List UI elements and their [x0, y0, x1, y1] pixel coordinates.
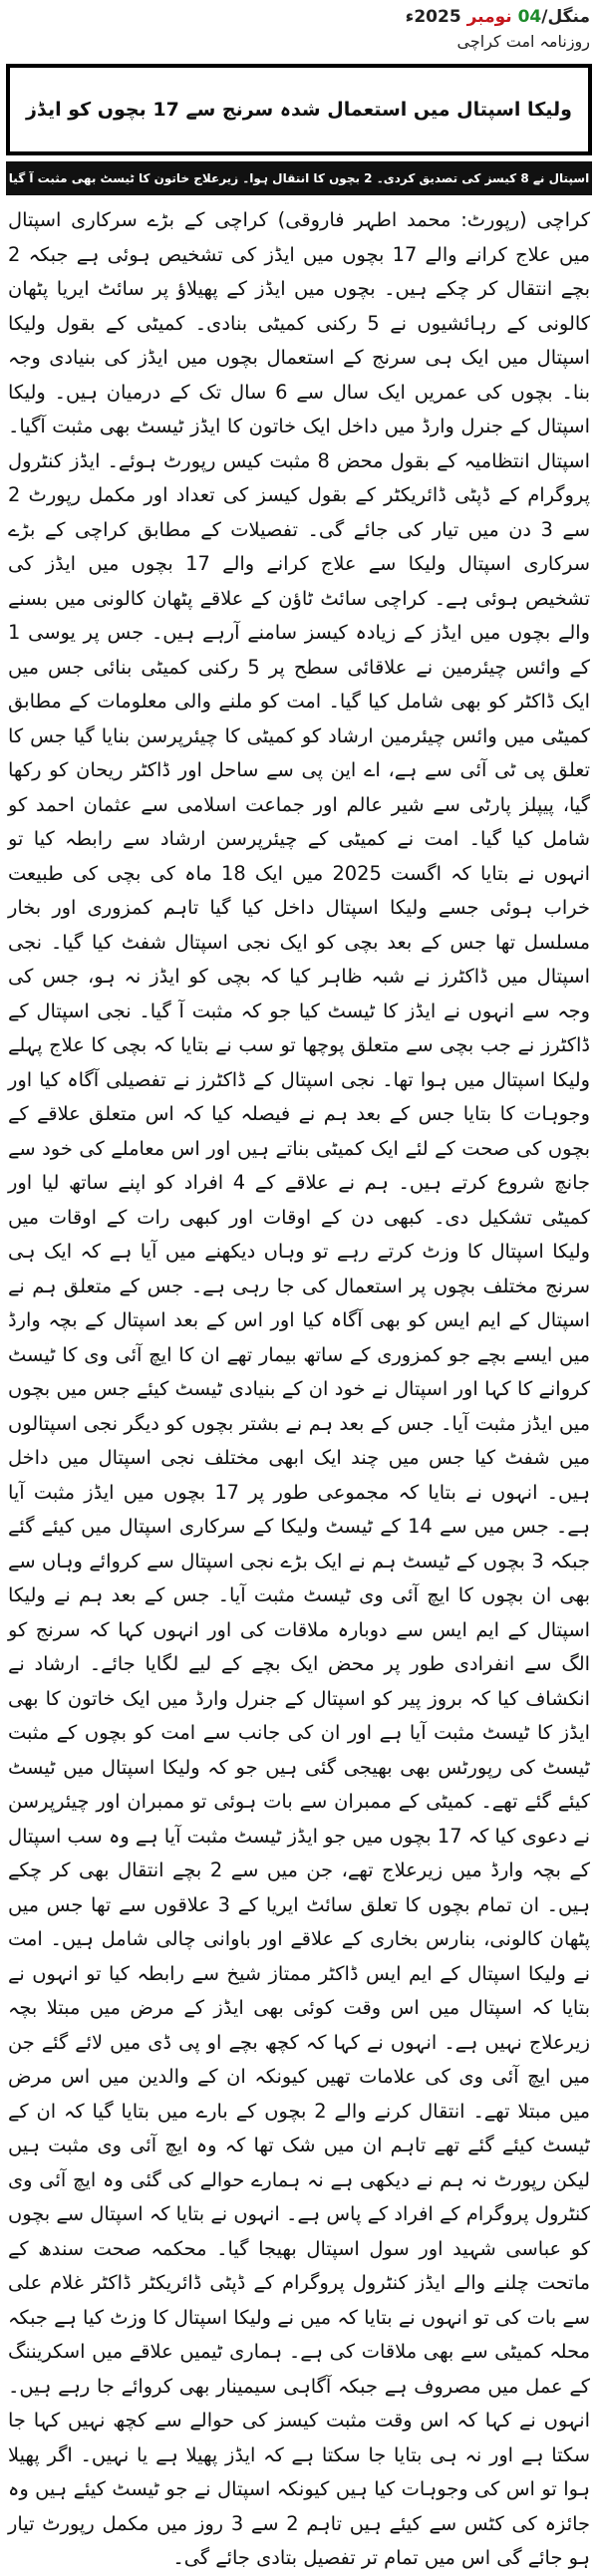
- dateline-day: منگل/: [541, 7, 590, 27]
- newspaper-name: روزنامہ امت کراچی: [456, 32, 590, 51]
- article-body: [8, 203, 591, 2569]
- dateline-year: 2025ء: [405, 7, 461, 27]
- subheadline: اسپتال نے 8 کیسز کی تصدیق کردی۔ 2 بچوں کا انتقال ہوا۔ زیرعلاج خاتون کا ٹیسٹ بھی مثبت آ گیا: [6, 161, 592, 195]
- headline: ولیکا اسپتال میں استعمال شدہ سرنج سے 17 بچوں کو ایڈز: [26, 98, 572, 121]
- dateline-month: نومبر: [466, 7, 512, 27]
- dateline: [406, 4, 590, 30]
- headline-box: [6, 64, 592, 155]
- article-text: کراچی (رپورٹ: محمد اطہر فاروقی) کراچی کے بڑے سرکاری اسپتال میں علاج کرانے والے 17 بچوں میں ایڈز کی تشخیص ہوئی ہے جبکہ 2 بچے انتقال کر چکے ہیں۔ بچوں میں ایڈز کے پھیلاؤ پر سائٹ ایریا پٹھان کالونی کے رہائشیوں نے 5 رکنی کمیٹی بنادی۔ کمیٹی کے بقول ولیکا اسپتال میں ایک ہی سرنج کے استعمال بچوں میں ایڈز کی بنیادی وجہ بنا۔ بچوں کی عمریں ایک سال سے 6 سال تک کے درمیان ہیں۔ ولیکا اسپتال کے جنرل وارڈ میں داخل ایک خاتون کا ایڈز ٹیسٹ بھی مثبت آگیا۔ اسپتال انتظامیہ کے بقول محض 8 مثبت کیس رپورٹ ہوئے۔ ایڈز کنٹرول پروگرام کے ڈپٹی ڈائریکٹر کے بقول کیسز کی تعداد اور مکمل رپورٹ 2 سے 3 دن میں تیار کی جائے گی۔ تفصیلات کے مطابق کراچی کے بڑے سرکاری اسپتال ولیکا سے علاج کرانے والے 17 بچوں میں ایڈز کی تشخیص ہوئی ہے۔ کراچی سائٹ ٹاؤن کے علاقے پٹھان کالونی میں بسنے والے بچوں میں ایڈز کے زیادہ کیسز سامنے آرہے ہیں۔ جس پر یوسی 1 کے وائس چیئرمین نے علاقائی سطح پر 5 رکنی کمیٹی بنائی جس میں ایک ڈاکٹر کو بھی شامل کیا گیا۔ امت کو ملنے والی معلومات کے مطابق کمیٹی میں وائس چیئرمین ارشاد کو کمیٹی کا چیئرپرسن بنایا گیا جس کا تعلق پی ٹی آئی سے ہے، اے این پی سے ساحل اور ڈاکٹر ریحان کو رکھا گیا، پیپلز پارٹی سے شیر عالم اور جماعت اسلامی سے عثمان احمد کو شامل کیا گیا۔ امت نے کمیٹی کے چیئرپرسن ارشاد سے رابطہ کیا تو انہوں نے بتایا کہ اگست 2025 میں ایک 18 ماہ کی بچی کی طبیعت خراب ہوئی جسے ولیکا اسپتال داخل کیا گیا تاہم کمزوری اور بخار مسلسل تھا جس کے بعد بچی کو ایک نجی اسپتال شفٹ کیا گیا۔ نجی اسپتال میں ڈاکٹرز نے شبہ ظاہر کیا کہ بچی کو ایڈز نہ ہو، جس کی وجہ سے انہوں نے ایڈز کا ٹیسٹ کیا جو کہ مثبت آ گیا۔ نجی اسپتال کے ڈاکٹرز نے جب بچی سے متعلق پوچھا تو سب نے بتایا کہ بچی کا علاج پہلے ولیکا اسپتال میں ہوا تھا۔ نجی اسپتال کے ڈاکٹرز نے تفصیلی آگاہ کیا اور وجوہات کا بتایا جس کے بعد ہم نے فیصلہ کیا کہ اس متعلق علاقے کے بچوں کی صحت کے لئے ایک کمیٹی بناتے ہیں اور اس معاملے کی خود سے جانچ شروع کرتے ہیں۔ ہم نے علاقے کے 4 افراد کو اپنے ساتھ لیا اور کمیٹی تشکیل دی۔ کبھی دن کے اوقات اور کبھی رات کے اوقات میں ولیکا اسپتال کا وزٹ کرتے رہے تو وہاں دیکھنے میں آیا ہے کہ ایک ہی سرنج مختلف بچوں پر استعمال کی جا رہی ہے۔ جس کے متعلق ہم نے اسپتال کے ایم ایس کو بھی آگاہ کیا اور اس کے بعد اسپتال کے بچہ وارڈ میں ایسے بچے جو کمزوری کے ساتھ بیمار تھے ان کا ایچ آئی وی کا ٹیسٹ کروانے کا کہا اور اسپتال نے خود ان کے بنیادی ٹیسٹ کیئے جس میں بچوں میں ایڈز مثبت آیا۔ جس کے بعد ہم نے بشتر بچوں کو دیگر نجی اسپتالوں میں شفٹ کیا جس میں چند ایک ابھی مختلف نجی اسپتال میں داخل ہیں۔ انہوں نے بتایا کہ مجموعی طور پر 17 بچوں میں ایڈز مثبت آیا ہے۔ جس میں سے 14 کے ٹیسٹ ولیکا کے سرکاری اسپتال میں کیئے گئے جبکہ 3 بچوں کے ٹیسٹ ہم نے ایک بڑے نجی اسپتال سے کروائے وہاں سے بھی ان بچوں کا ایچ آئی وی ٹیسٹ مثبت آیا۔ جس کے بعد ہم نے ولیکا اسپتال کے ایم ایس سے دوبارہ ملاقات کی اور انہوں کہا کہ سرنج کو الگ سے انفرادی طور پر محض ایک بچے کے لیے لگایا جائے۔ ارشاد نے انکشاف کیا کہ بروز پیر کو اسپتال کے جنرل وارڈ میں ایک خاتون کا بھی ایڈز کا ٹیسٹ مثبت آیا ہے اور ان کی جانب سے امت کو بچوں کے مثبت ٹیسٹ کی رپورٹس بھی بھیجی گئی ہیں جو کہ ولیکا اسپتال میں ٹیسٹ کیئے گئے تھے۔ کمیٹی کے ممبران سے بات ہوئی تو ممبران اور چیئرپرسن نے دعوی کیا کہ 17 بچوں میں جو ایڈز ٹیسٹ مثبت آیا ہے وہ سب اسپتال کے بچہ وارڈ میں زیرعلاج تھے، جن میں سے 2 بچے انتقال بھی کر چکے ہیں۔ ان تمام بچوں کا تعلق سائٹ ایریا کے 3 علاقوں سے تھا جس میں پٹھان کالونی، بنارس بخاری کے علاقے اور باوانی چالی شامل ہیں۔ امت نے ولیکا اسپتال کے ایم ایس ڈاکٹر ممتاز شیخ سے رابطہ کیا تو انہوں نے بتایا کہ اسپتال میں اس وقت کوئی بھی ایڈز کے مرض میں مبتلا بچہ زیرعلاج نہیں ہے۔ انہوں نے کہا کہ کچھ بچے او پی ڈی میں لائے گئے جن میں ایچ آئی وی کی علامات تھیں کیونکہ ان کے والدین میں اس مرض میں مبتلا تھے۔ انتقال کرنے والے 2 بچوں کے بارے میں بتایا گیا کہ ان کے ٹیسٹ کیئے گئے تھے تاہم ان میں شک تھا کہ وہ ایچ آئی وی مثبت ہیں لیکن رپورٹ نہ ہم نے دیکھی ہے نہ ہمارے حوالے کی گئی وہ ایچ آئی وی کنٹرول پروگرام کے افراد کے پاس ہے۔ انہوں نے بتایا کہ اسپتال سے بچوں کو عباسی شہید اور سول اسپتال بھیجا گیا۔ محکمہ صحت سندھ کے ماتحت چلنے والے ایڈز کنٹرول پروگرام کے ڈپٹی ڈائریکٹر ڈاکٹر غلام علی سے بات کی تو انہوں نے بتایا کہ میں نے ولیکا اسپتال کا وزٹ کیا ہے جبکہ محلہ کمیٹی سے بھی ملاقات کی ہے۔ ہماری ٹیمیں علاقے میں اسکریننگ کے عمل میں مصروف ہے جبکہ آگاہی سیمینار بھی کروائے جا رہے ہیں۔ انہوں نے کہا کہ اس وقت مثبت کیسز کی حوالے سے کچھ نہیں کہا جا سکتا ہے اور نہ ہی بتایا جا سکتا ہے کہ ایڈز پھیلا ہے یا نہیں۔ اگر پھیلا ہوا تو اس کی وجوہات کیا ہیں کیونکہ اسپتال نے جو ٹیسٹ کیئے ہیں وہ جائزہ کی کٹس سے کیئے ہیں تاہم 2 سے 3 روز میں مکمل رپورٹ تیار ہو جائے گی اس میں تمام تر تفصیل بتادی جائے گی۔: [8, 208, 591, 2569]
- dateline-date: 04: [517, 7, 542, 27]
